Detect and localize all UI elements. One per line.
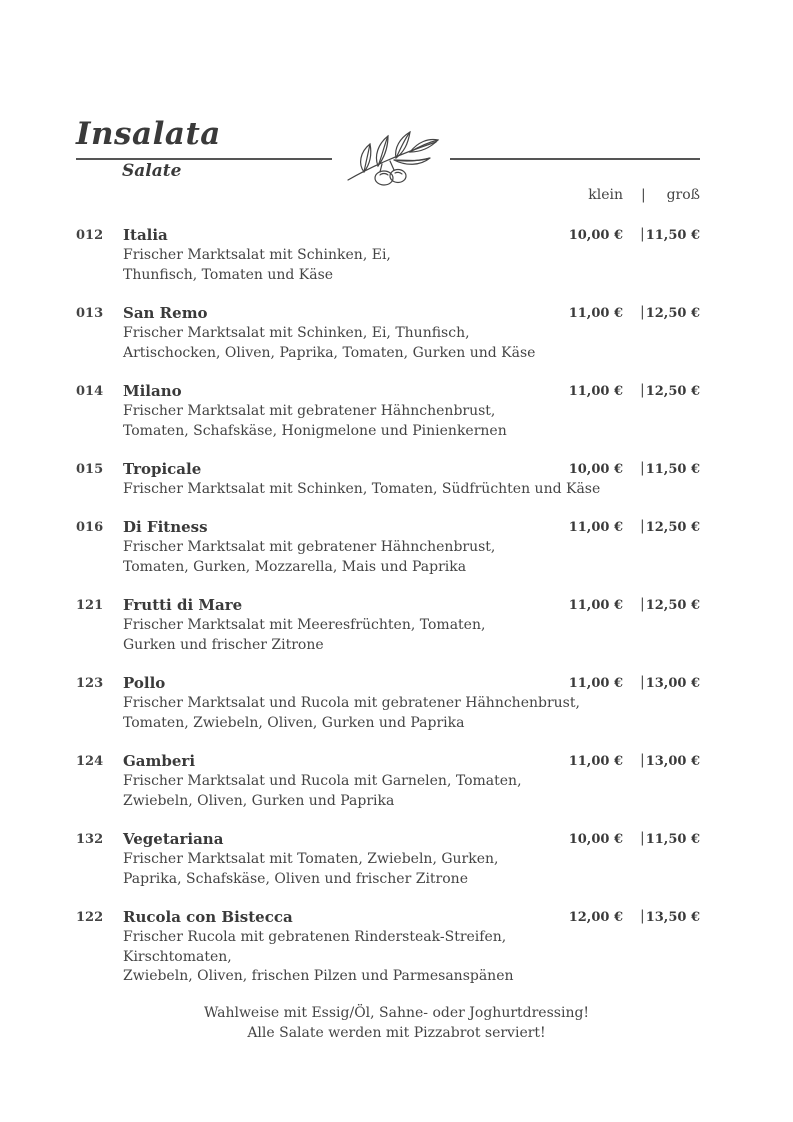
item-name: Italia — [123, 226, 168, 244]
price-small: 10,00 € — [568, 462, 623, 477]
price-small: 11,00 € — [568, 598, 623, 613]
item-description — [123, 480, 603, 500]
menu-item — [0, 518, 793, 588]
price-separator: | — [640, 226, 645, 242]
menu-item — [0, 674, 793, 744]
price-small: 11,00 € — [568, 754, 623, 769]
item-description-line2: Zwiebeln, Oliven, Gurken und Paprika — [123, 792, 395, 809]
item-description-line2: Gurken und frischer Zitrone — [123, 636, 324, 653]
item-description-line2: Thunfisch, Tomaten und Käse — [123, 266, 334, 283]
item-description-line1: Frischer Marktsalat mit Schinken, Ei, — [123, 247, 391, 263]
menu-item — [0, 304, 793, 374]
page-title: Insalata — [76, 116, 221, 152]
size-header — [560, 187, 700, 207]
price-separator: | — [640, 908, 645, 924]
item-number: 014 — [76, 384, 104, 399]
price-separator: | — [640, 596, 645, 612]
price-small: 11,00 € — [568, 384, 623, 399]
col-separator: | — [641, 187, 646, 203]
item-name: Tropicale — [123, 460, 202, 478]
item-description-line1: Frischer Marktsalat mit gebratener Hähnchenbrust, — [123, 403, 496, 419]
item-name: Frutti di Mare — [123, 596, 243, 614]
price-separator: | — [640, 674, 645, 690]
col-large-label: groß — [666, 187, 700, 203]
price-large: 11,50 € — [645, 228, 700, 243]
price-large: 11,50 € — [645, 832, 700, 847]
item-number: 123 — [76, 676, 104, 691]
item-description-line1: Frischer Marktsalat und Rucola mit Garnelen, Tomaten, — [123, 773, 522, 789]
menu-item — [0, 752, 793, 822]
item-name: Milano — [123, 382, 182, 400]
price-small: 12,00 € — [568, 910, 623, 925]
item-name: Rucola con Bistecca — [123, 908, 293, 926]
item-description-line2: Tomaten, Gurken, Mozzarella, Mais und Paprika — [123, 558, 467, 575]
item-description — [123, 850, 603, 889]
item-name: Gamberi — [123, 752, 196, 770]
item-number: 016 — [76, 520, 104, 535]
right-divider — [450, 158, 700, 160]
menu-item — [0, 226, 793, 296]
item-number: 013 — [76, 306, 104, 321]
price-large: 13,00 € — [645, 676, 700, 691]
item-description-line2: Paprika, Schafskäse, Oliven und frischer Zitrone — [123, 870, 468, 887]
item-description-line1: Frischer Marktsalat mit Schinken, Tomaten, Südfrüchten und Käse — [123, 481, 601, 497]
item-description — [123, 402, 603, 441]
price-small: 11,00 € — [568, 520, 623, 535]
item-description — [123, 246, 603, 285]
item-description-line1: Frischer Marktsalat und Rucola mit gebratener Hähnchenbrust, — [123, 695, 580, 711]
item-description — [123, 538, 603, 577]
price-large: 12,50 € — [645, 306, 700, 321]
price-large: 12,50 € — [645, 384, 700, 399]
menu-item — [0, 830, 793, 900]
item-number: 124 — [76, 754, 104, 769]
item-description — [123, 772, 603, 811]
price-large: 12,50 € — [645, 598, 700, 613]
price-separator: | — [640, 460, 645, 476]
item-description-line1: Frischer Marktsalat mit gebratener Hähnchenbrust, — [123, 539, 496, 555]
menu-item — [0, 596, 793, 666]
item-description-line1: Frischer Marktsalat mit Schinken, Ei, Thunfisch, — [123, 325, 470, 341]
item-name: Pollo — [123, 674, 166, 692]
price-separator: | — [640, 752, 645, 768]
footer-note — [0, 1003, 793, 1043]
price-separator: | — [640, 830, 645, 846]
item-description-line2: Tomaten, Schafskäse, Honigmelone und Pinienkernen — [123, 422, 507, 439]
footer-line2: Alle Salate werden mit Pizzabrot serviert! — [247, 1025, 546, 1041]
price-separator: | — [640, 518, 645, 534]
item-number: 132 — [76, 832, 104, 847]
price-large: 11,50 € — [645, 462, 700, 477]
item-number: 122 — [76, 910, 104, 925]
item-description-line2: Zwiebeln, Oliven, frischen Pilzen und Parmesanspänen — [123, 968, 514, 984]
item-name: San Remo — [123, 304, 208, 322]
item-number: 121 — [76, 598, 104, 613]
item-number: 012 — [76, 228, 104, 243]
item-description — [123, 324, 603, 363]
item-description-line2: Artischocken, Oliven, Paprika, Tomaten, Gurken und Käse — [123, 344, 536, 361]
olive-branch-icon — [344, 128, 440, 190]
price-large: 13,00 € — [645, 754, 700, 769]
item-name: Di Fitness — [123, 518, 208, 536]
price-small: 11,00 € — [568, 306, 623, 321]
item-description-line1: Frischer Marktsalat mit Tomaten, Zwiebeln, Gurken, — [123, 851, 499, 867]
footer-line1: Wahlweise mit Essig/Öl, Sahne- oder Joghurtdressing! — [203, 1005, 590, 1021]
menu-item — [0, 382, 793, 452]
price-large: 12,50 € — [645, 520, 700, 535]
col-small-label: klein — [588, 187, 623, 203]
left-divider — [76, 158, 332, 160]
item-description-line1: Frischer Rucola mit gebratenen Rindersteak-Streifen, Kirschtomaten, — [123, 929, 507, 965]
price-small: 10,00 € — [568, 832, 623, 847]
item-name: Vegetariana — [123, 830, 224, 848]
price-separator: | — [640, 304, 645, 320]
item-description-line2: Tomaten, Zwiebeln, Oliven, Gurken und Paprika — [123, 714, 465, 731]
item-number: 015 — [76, 462, 104, 477]
item-description — [123, 928, 603, 987]
item-description-line1: Frischer Marktsalat mit Meeresfrüchten, Tomaten, — [123, 617, 486, 633]
page-subtitle: Salate — [122, 161, 182, 181]
price-small: 10,00 € — [568, 228, 623, 243]
item-description — [123, 694, 603, 733]
price-separator: | — [640, 382, 645, 398]
price-small: 11,00 € — [568, 676, 623, 691]
price-large: 13,50 € — [645, 910, 700, 925]
item-description — [123, 616, 603, 655]
menu-item — [0, 908, 793, 984]
